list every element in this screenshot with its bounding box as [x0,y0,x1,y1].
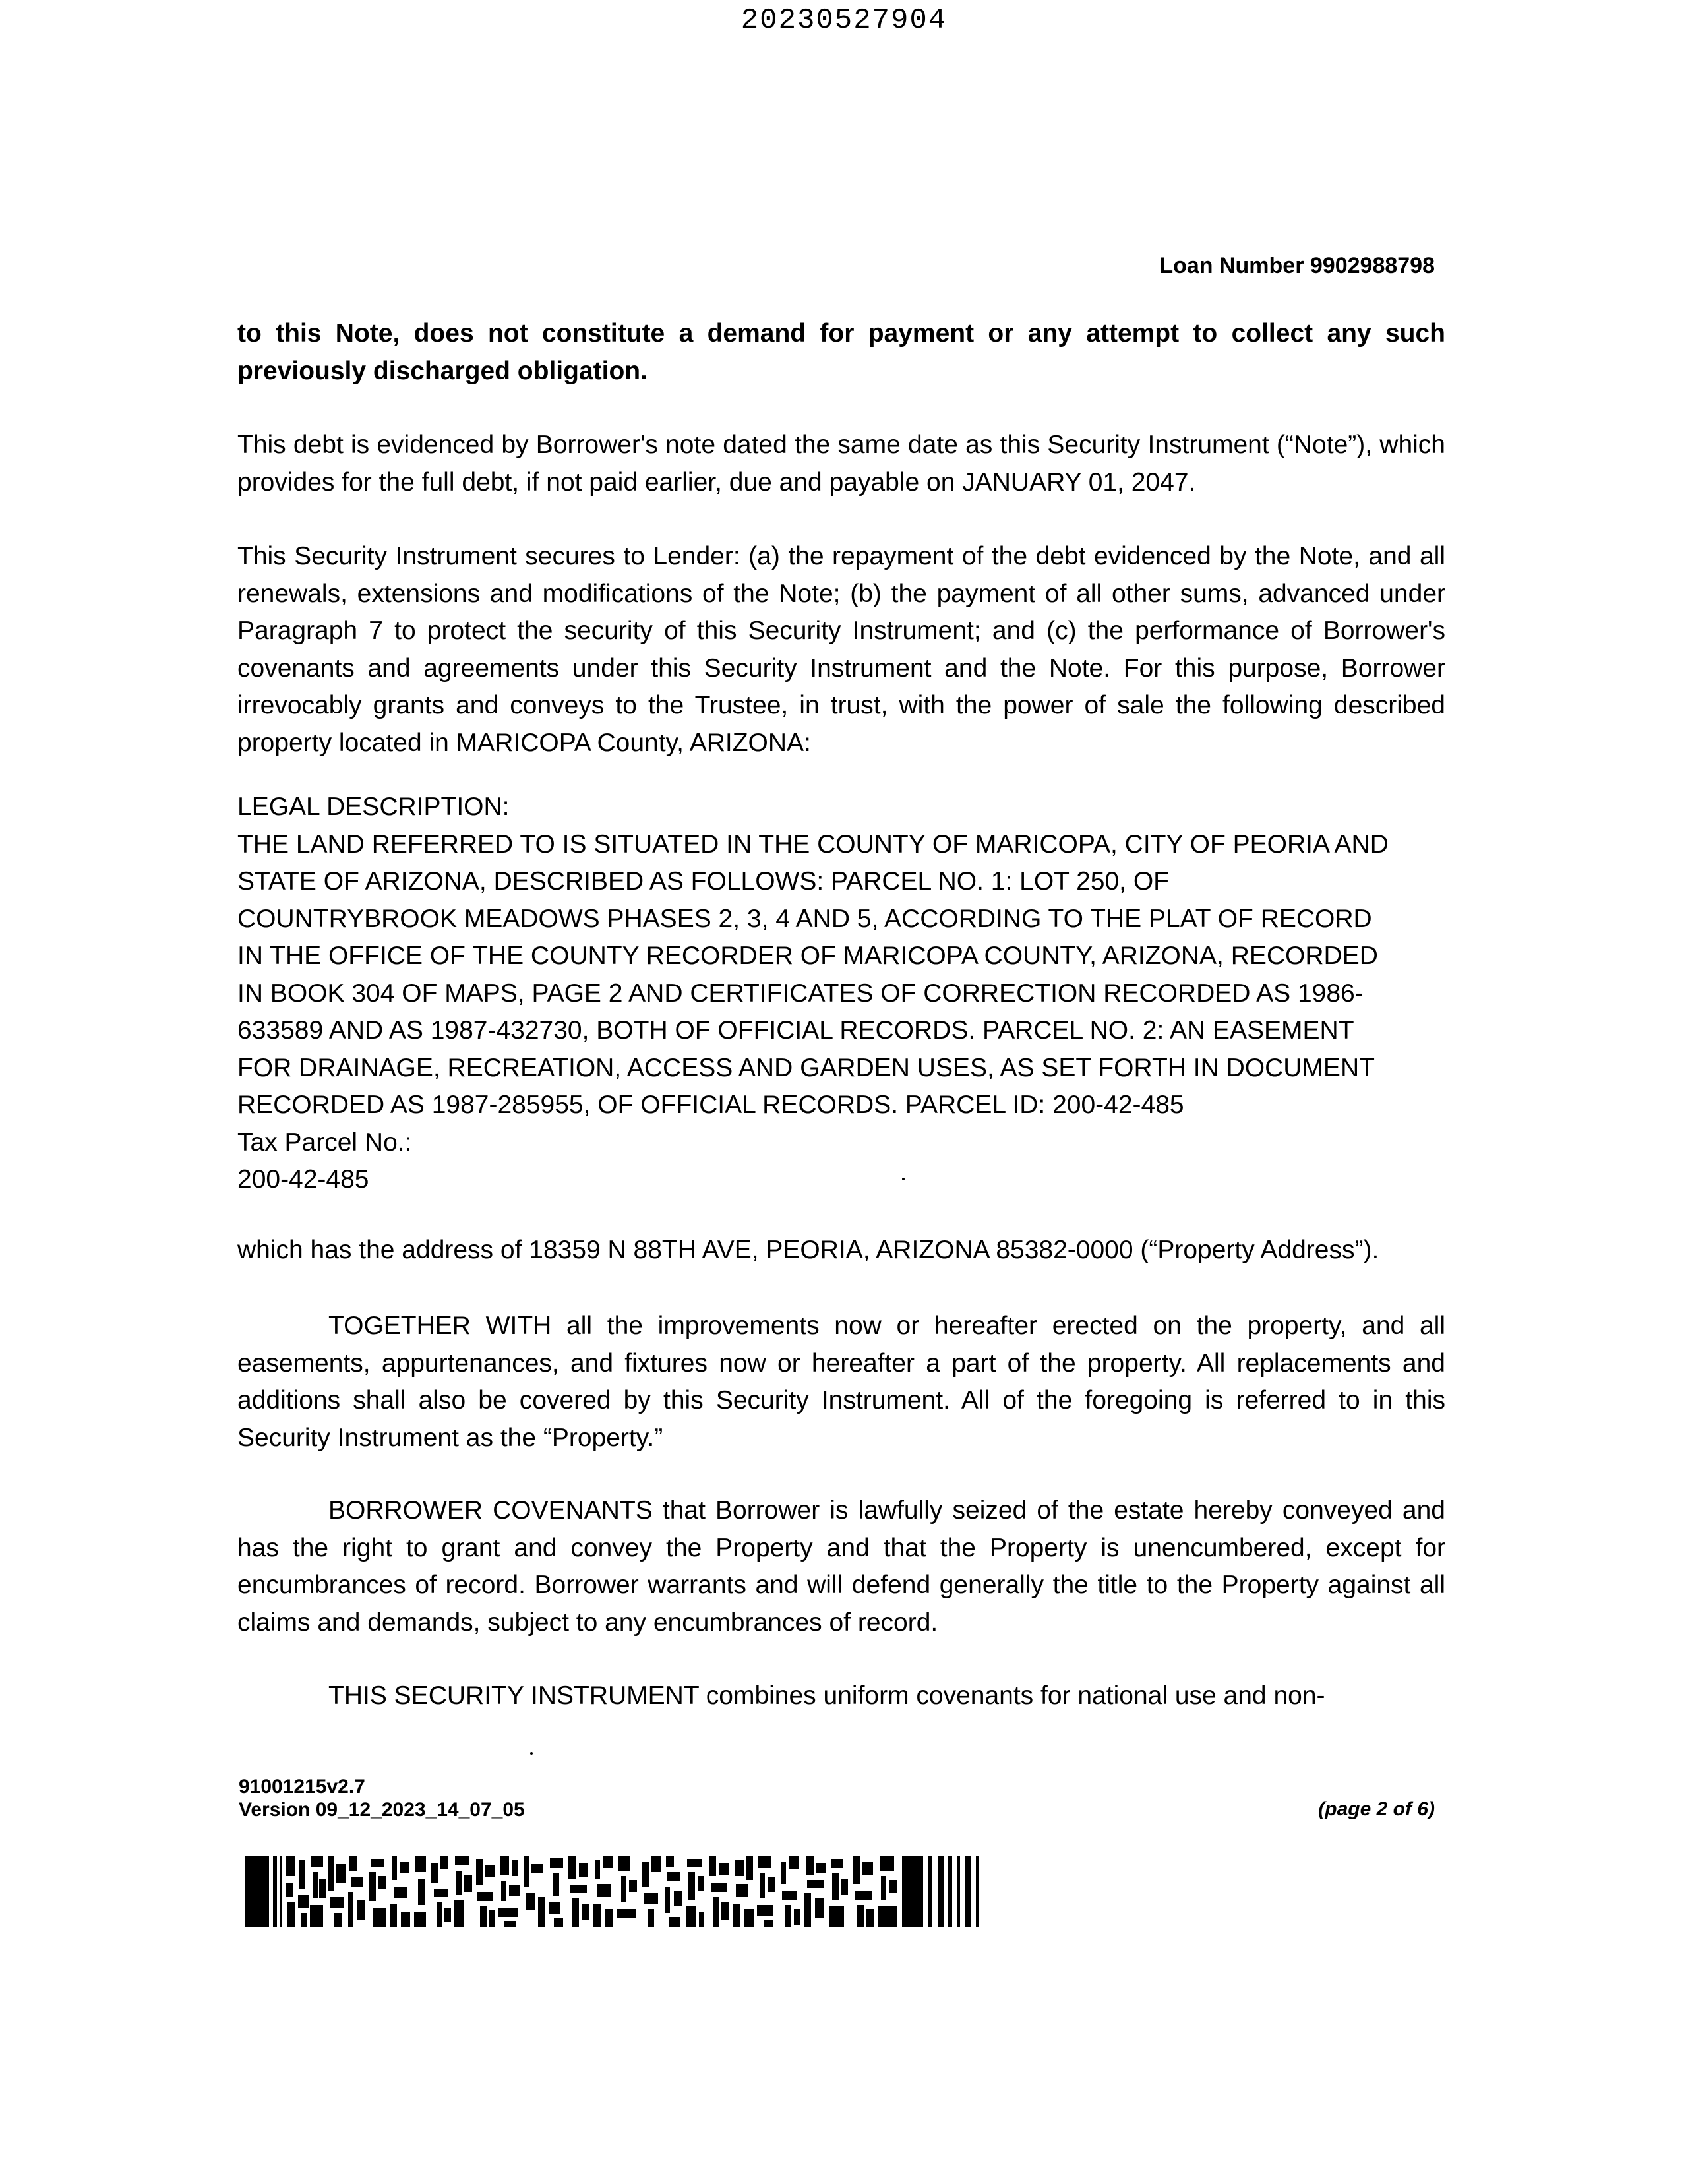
legal-description-line: THE LAND REFERRED TO IS SITUATED IN THE COUNTY OF MARICOPA, CITY OF PEORIA AND [237,830,1389,859]
legal-description-line: LEGAL DESCRIPTION: [237,793,510,821]
paragraph-borrower-covenants: BORROWER COVENANTS that Borrower is lawfully seized of the estate hereby conveyed and has the right to grant and convey the Property and that the Property is unencumbered, except for encumbrances of record. Borrower warrants and will defend generally the title to the Property against all claims and demands, subject to any encumbrances of record. [237,1496,1445,1637]
paragraph-secures-to-lender: This Security Instrument secures to Lender: (a) the repayment of the debt evidenced by the Note, and all renewals, extensions and modifications of the Note; (b) the payment of all other sums, advanced under Paragraph 7 to protect the security of this Security Instrument; and (c) the performance of Borrower's covenants and agreements under this Security Instrument and the Note. For this purpose, Borrower irrevocably grants and conveys to the Trustee, in trust, with the power of sale the following described property located in MARICOPA County, ARIZONA: [237,542,1445,757]
tax-parcel-number: 200-42-485 [237,1165,369,1194]
legal-description-line: COUNTRYBROOK MEADOWS PHASES 2, 3, 4 AND 5, ACCORDING TO THE PLAT OF RECORD [237,904,1372,933]
paragraph-together-with: TOGETHER WITH all the improvements now or hereafter erected on the property, and all easements, appurtenances, and fixtures now or hereafter a part of the property. All replacements and additions shall also be covered by this Security Instrument. All of the foregoing is referred to in this Security Instrument as the “Property.” [237,1312,1445,1452]
paragraph-debt-evidence: This debt is evidenced by Borrower's note dated the same date as this Security Instrument (“Note”), which provides for the full debt, if not paid earlier, due and payable on JANUARY 01, 2047. [237,431,1445,497]
legal-description-line: RECORDED AS 1987-285955, OF OFFICIAL RECORDS. PARCEL ID: 200-42-485 [237,1091,1184,1119]
scan-speck [530,1752,533,1755]
recording-number: 20230527904 [740,4,948,37]
legal-description-line: STATE OF ARIZONA, DESCRIBED AS FOLLOWS: PARCEL NO. 1: LOT 250, OF [237,867,1170,895]
legal-description-line: 633589 AND AS 1987-432730, BOTH OF OFFICIAL RECORDS. PARCEL NO. 2: AN EASEMENT [237,1016,1354,1045]
page-indicator: (page 2 of 6) [1318,1798,1435,1820]
form-version: Version 09_12_2023_14_07_05 [239,1799,525,1821]
loan-number: Loan Number 9902988798 [1159,253,1435,278]
form-id: 91001215v2.7 [239,1776,365,1798]
scan-speck [902,1178,905,1180]
paragraph-carryover: to this Note, does not constitute a demand for payment or any attempt to collect any such previously discharged obligation. [237,319,1445,385]
barcode-image [245,1856,997,1927]
tax-parcel-label: Tax Parcel No.: [237,1128,412,1157]
legal-description-line: FOR DRAINAGE, RECREATION, ACCESS AND GARDEN USES, AS SET FORTH IN DOCUMENT [237,1053,1375,1082]
barcode-pattern [286,1856,923,1927]
legal-description [237,789,1490,1199]
footer-form-info [239,1775,525,1821]
legal-description-line: IN BOOK 304 OF MAPS, PAGE 2 AND CERTIFICATES OF CORRECTION RECORDED AS 1986- [237,979,1364,1008]
paragraph-property-address: which has the address of 18359 N 88TH AVE, PEORIA, ARIZONA 85382-0000 (“Property Address”). [237,1236,1379,1264]
legal-description-line: IN THE OFFICE OF THE COUNTY RECORDER OF MARICOPA COUNTY, ARIZONA, RECORDED [237,942,1378,970]
paragraph-this-security-instrument: THIS SECURITY INSTRUMENT combines uniform covenants for national use and non- [328,1682,1325,1710]
